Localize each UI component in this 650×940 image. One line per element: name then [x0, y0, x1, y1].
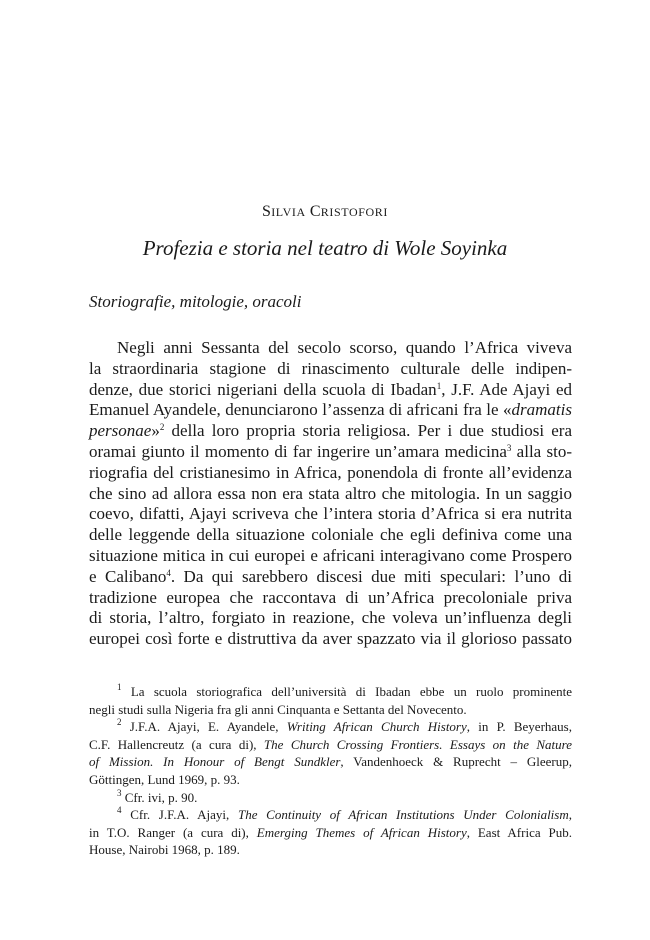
body-line: europei così forte e distruttiva da aver spazzato via il glorioso passato [89, 629, 572, 649]
footnote-2: $^2$ J.F.A. Ajayi, E. Ayandele, Writing African Church History, in P. Beyerhaus, [117, 717, 572, 735]
footnotes [89, 683, 572, 859]
footnote-ref: 4 [166, 567, 171, 578]
footnote-3: $^3$ Cfr. ivi, p. 90. [117, 787, 198, 805]
body-line: e Calibano$^4$. Da qui sarebbero discesi due miti speculari: l’uno di [89, 566, 572, 586]
body-line: Negli anni Sessanta del secolo scorso, quando l’Africa viveva [117, 338, 572, 357]
author-last-rest: RISTOFORI [320, 205, 388, 219]
body-line: tradizione europea che raccontava di un’Africa precoloniale priva [89, 587, 572, 607]
footnote-2-cont: Göttingen, Lund 1969, p. 93. [89, 771, 240, 787]
footnote-ref: 3 [506, 442, 512, 453]
footnote-4-cont: House, Nairobi 1968, p. 189. [89, 842, 240, 858]
body-text [89, 338, 572, 650]
body-line: di storia, l’altro, forgiato in reazione, che voleva un’influenza degli [89, 608, 572, 628]
footnote-2-cont: C.F. Hallencreutz (a cura di), The Church Crossing Frontiers. Essays on the Nature [89, 736, 572, 752]
footnote-4: $^4$ Cfr. J.F.A. Ajayi, The Continuity of African Institutions Under Colonialism, [117, 805, 572, 823]
body-line: che sino ad allora essa non era stata altro che mitologia. In un saggio [89, 483, 572, 503]
author-first-rest: ILVIA [271, 205, 306, 219]
footnote-1: $^1$ La scuola storiografica dell’università di Ibadan ebbe un ruolo prominente [117, 682, 572, 699]
body-line: riografia del cristianesimo in Africa, ponendola di fronte all’evidenza [89, 462, 572, 482]
footnote-2-cont: of Mission. In Honour of Bengt Sundkler, Vandenhoeck & Ruprecht – Gleerup, [89, 754, 572, 770]
footnote-4-cont: in T.O. Ranger (a cura di), Emerging Themes of African History, East Africa Pub. [89, 824, 572, 840]
body-line: personae»$^2$ della loro propria storia religiosa. Per i due studiosi era [89, 421, 572, 441]
body-line: Emanuel Ayandele, denunciarono l’assenza di africani fra le «dramatis [89, 400, 572, 420]
section-heading: Storiografie, mitologie, oracoli [89, 292, 302, 311]
chapter-title: Profezia e storia nel teatro di Wole Soyinka [142, 236, 508, 260]
chapter-author [0, 203, 650, 221]
footnote-ref: 1 [436, 380, 442, 391]
body-line: denze, due storici nigeriani della scuola di Ibadan$^1$, J.F. Ade Ajayi ed [89, 379, 572, 399]
author-last-initial: C [309, 203, 321, 220]
author-first-initial: S [261, 203, 272, 220]
body-line: oramai giunto il momento di far ingerire un’amara medicina$^3$ alla sto- [89, 441, 572, 461]
body-line: situazione mitica in cui europei e africani interagivano come Prospero [89, 545, 572, 565]
footnote-ref: 2 [159, 422, 165, 433]
body-line: coevo, difatti, Ajayi scriveva che l’intera storia d’Africa si era nutrita [89, 504, 572, 524]
body-line: la straordinaria stagione di rinascimento culturale delle indipen- [89, 358, 572, 378]
footnote-1-cont: negli studi sulla Nigeria fra gli anni Cinquanta e Settanta del Novecento. [89, 701, 467, 717]
body-line: delle leggende della situazione coloniale che egli definiva come una [89, 525, 572, 545]
